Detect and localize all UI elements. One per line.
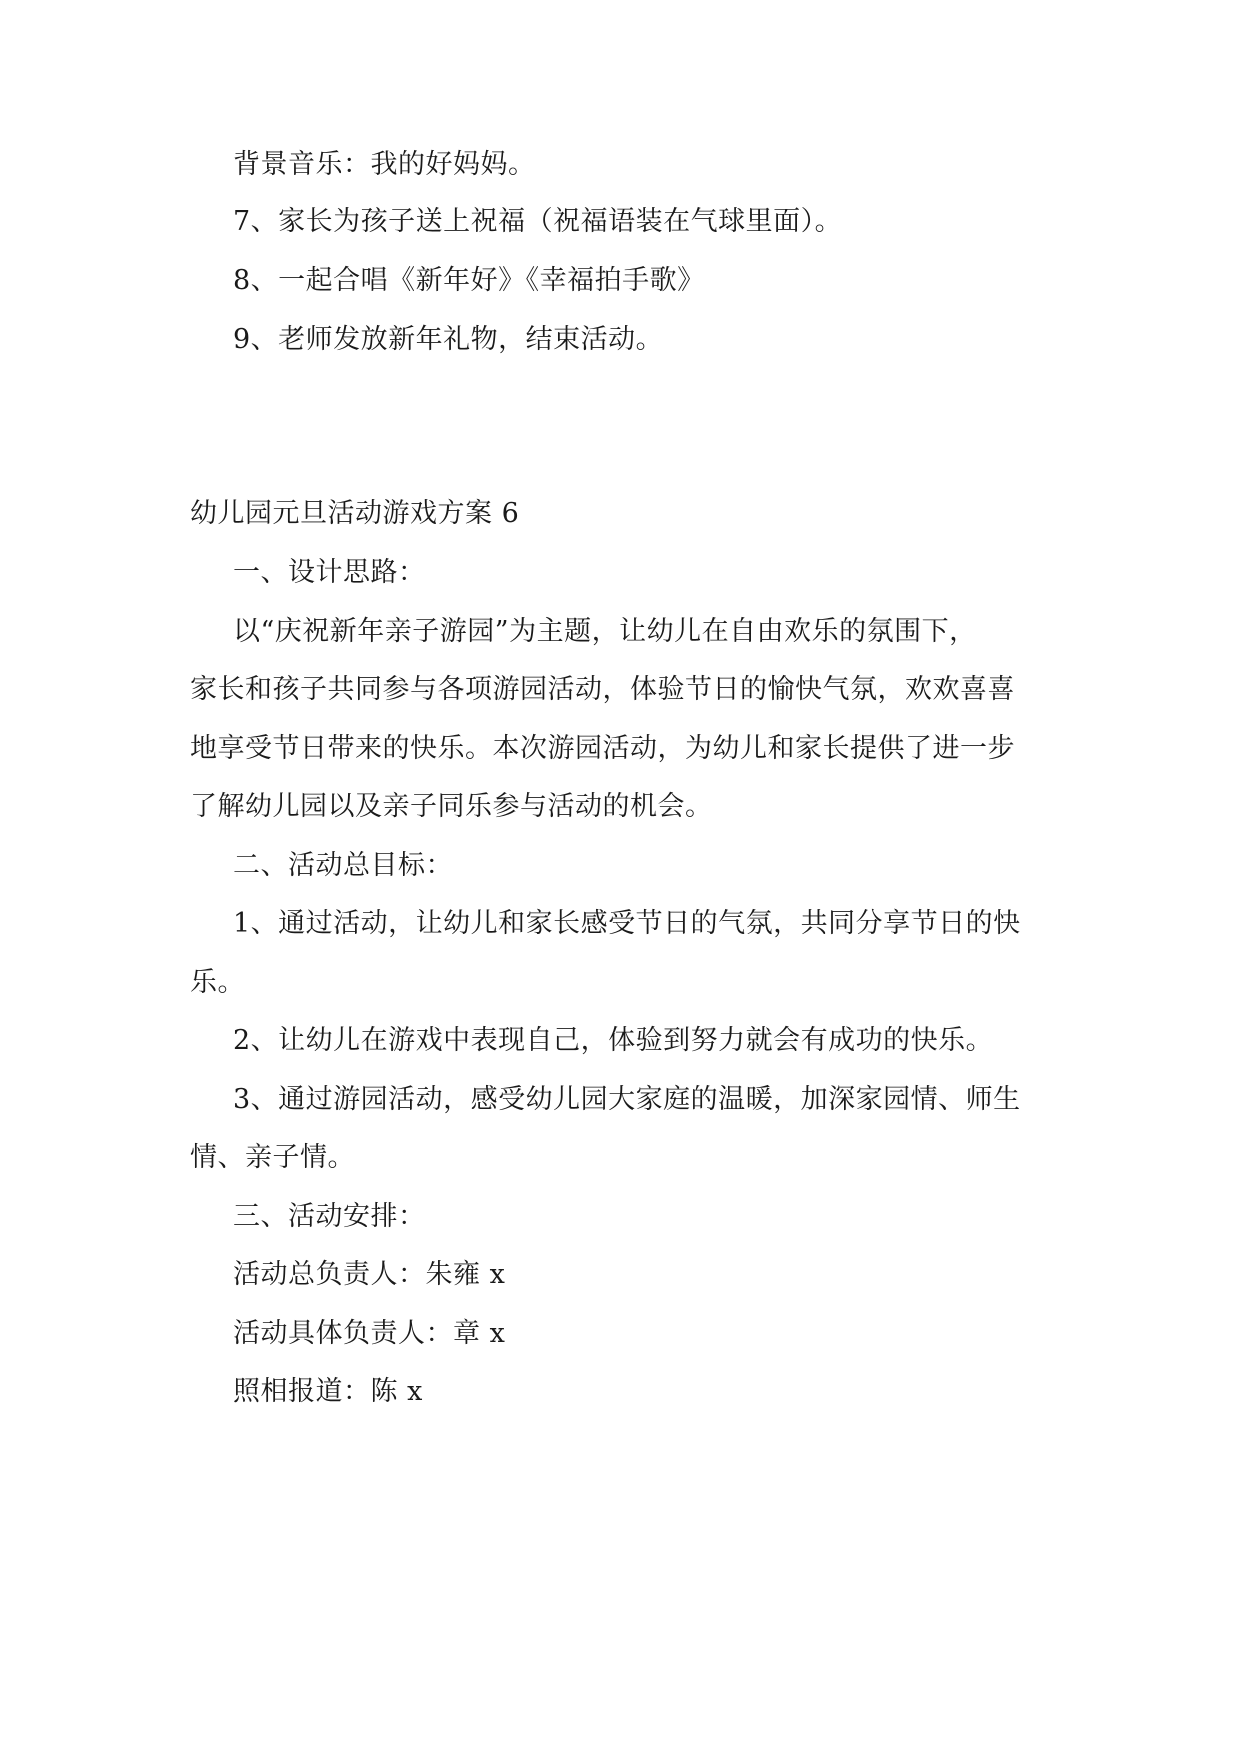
goal-line: 1、通过活动，让幼儿和家长感受节日的气氛，共同分享节日的快	[233, 908, 1021, 939]
arrangement-line: 活动具体负责人：章 x	[233, 1318, 506, 1349]
arrangement-line: 照相报道：陈 x	[233, 1376, 423, 1407]
goal-line: 情、亲子情。	[190, 1142, 355, 1173]
paragraph-line: 地享受节日带来的快乐。本次游园活动，为幼儿和家长提供了进一步	[190, 733, 1015, 764]
section-title: 幼儿园元旦活动游戏方案 6	[190, 498, 520, 529]
section-heading: 三、活动安排：	[233, 1201, 426, 1232]
section-heading: 二、活动总目标：	[233, 850, 453, 881]
text-line: 9、老师发放新年礼物，结束活动。	[233, 324, 664, 355]
paragraph-line: 了解幼儿园以及亲子同乐参与活动的机会。	[190, 791, 713, 822]
paragraph-line: 以“庆祝新年亲子游园”为主题，让幼儿在自由欢乐的氛围下，	[233, 616, 977, 647]
goal-line: 2、让幼儿在游戏中表现自己，体验到努力就会有成功的快乐。	[233, 1025, 994, 1056]
text-line: 8、一起合唱《新年好》《幸福拍手歌》	[233, 265, 705, 296]
arrangement-line: 活动总负责人：朱雍 x	[233, 1259, 506, 1290]
section-heading: 一、设计思路：	[233, 557, 426, 588]
goal-line: 乐。	[190, 967, 245, 998]
text-line: 7、家长为孩子送上祝福（祝福语装在气球里面）。	[233, 206, 843, 237]
paragraph-line: 家长和孩子共同参与各项游园活动，体验节日的愉快气氛，欢欢喜喜	[190, 674, 1015, 705]
goal-line: 3、通过游园活动，感受幼儿园大家庭的温暖，加深家园情、师生	[233, 1084, 1021, 1115]
text-line: 背景音乐：我的好妈妈。	[233, 149, 536, 180]
